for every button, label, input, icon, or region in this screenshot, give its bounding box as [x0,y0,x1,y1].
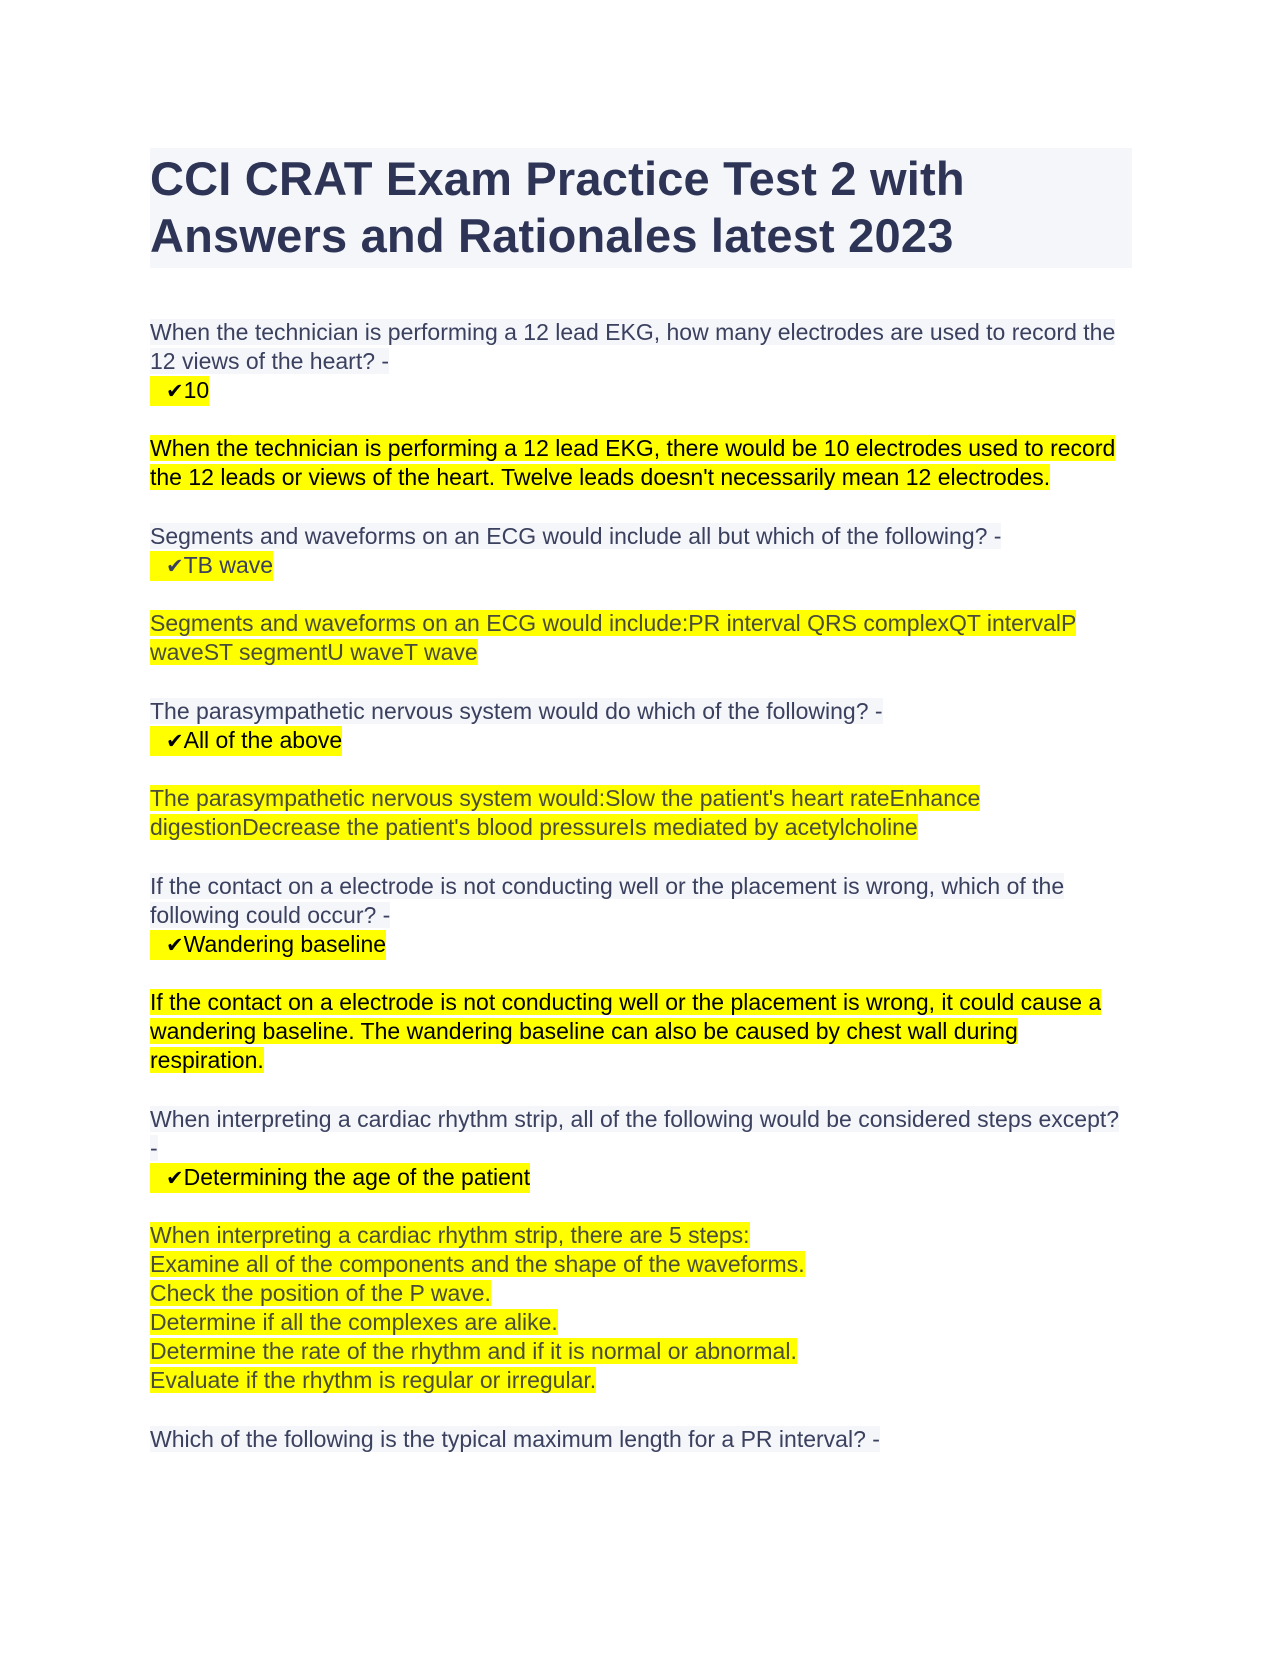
answer-highlight [150,726,342,756]
answer-highlight [150,376,209,406]
question-text: When the technician is performing a 12 lead EKG, how many electrodes are used to record the 12 views of the heart? - [150,319,1116,374]
qa-item-5 [150,1105,1132,1395]
qa-item-4 [150,872,1132,1075]
rationale-line: When interpreting a cardiac rhythm strip, there are 5 steps: [150,1222,750,1248]
answer-highlight [150,1163,530,1193]
answer-line [150,551,1132,581]
rationale-line: Check the position of the P wave. [150,1280,491,1306]
question-text: The parasympathetic nervous system would do which of the following? - [150,698,883,724]
answer-highlight [150,551,273,581]
rationale-line: Determine if all the complexes are alike. [150,1309,558,1335]
rationale-line: Evaluate if the rhythm is regular or irregular. [150,1367,597,1393]
answer-text: Determining the age of the patient [183,1164,531,1190]
rationale-text: If the contact on a electrode is not conducting well or the placement is wrong, it could cause a wandering baseline. The wandering baseline can also be caused by chest wall during respiration. [150,989,1102,1073]
document-title [150,150,1132,264]
rationale-line: Determine the rate of the rhythm and if it is normal or abnormal. [150,1338,797,1364]
answer-line [150,930,1132,960]
title-block [150,148,1132,268]
qa-item-1 [150,318,1132,492]
check-icon: ✔ [166,1167,184,1190]
answer-text: Wandering baseline [183,931,387,957]
answer-text: TB wave [183,552,274,578]
question-text: If the contact on a electrode is not conducting well or the placement is wrong, which of the following could occur? - [150,873,1065,928]
question-text: Segments and waveforms on an ECG would include all but which of the following? - [150,523,1002,549]
check-icon: ✔ [166,730,184,753]
rationale-text: The parasympathetic nervous system would:Slow the patient's heart rateEnhance digestionDecrease the patient's blood pressureIs mediated by acetylcholine [150,785,981,840]
check-icon: ✔ [166,934,184,957]
rationale-text: Segments and waveforms on an ECG would include:PR interval QRS complexQT intervalP waveST segmentU waveT wave [150,610,1077,665]
rationale-line: Examine all of the components and the shape of the waveforms. [150,1251,805,1277]
title-line-2: Answers and Rationales latest 2023 [150,209,954,262]
qa-item-6 [150,1425,1132,1454]
question-text: Which of the following is the typical maximum length for a PR interval? - [150,1426,880,1452]
document-page [150,148,1132,1484]
check-icon: ✔ [166,555,184,578]
answer-text: 10 [183,377,210,403]
answer-line [150,1163,1132,1193]
qa-item-2 [150,522,1132,667]
rationale-text: When the technician is performing a 12 lead EKG, there would be 10 electrodes used to record the 12 leads or views of the heart. Twelve leads doesn't necessarily mean 12 electrodes. [150,435,1116,490]
check-icon: ✔ [166,380,184,403]
qa-item-3 [150,697,1132,842]
question-text: When interpreting a cardiac rhythm strip, all of the following would be considered steps except? - [150,1106,1120,1161]
rationale-text [150,1221,1132,1395]
title-line-1: CCI CRAT Exam Practice Test 2 with [150,152,965,205]
answer-line [150,376,1132,406]
answer-text: All of the above [183,727,343,753]
answer-line [150,726,1132,756]
answer-highlight [150,930,386,960]
